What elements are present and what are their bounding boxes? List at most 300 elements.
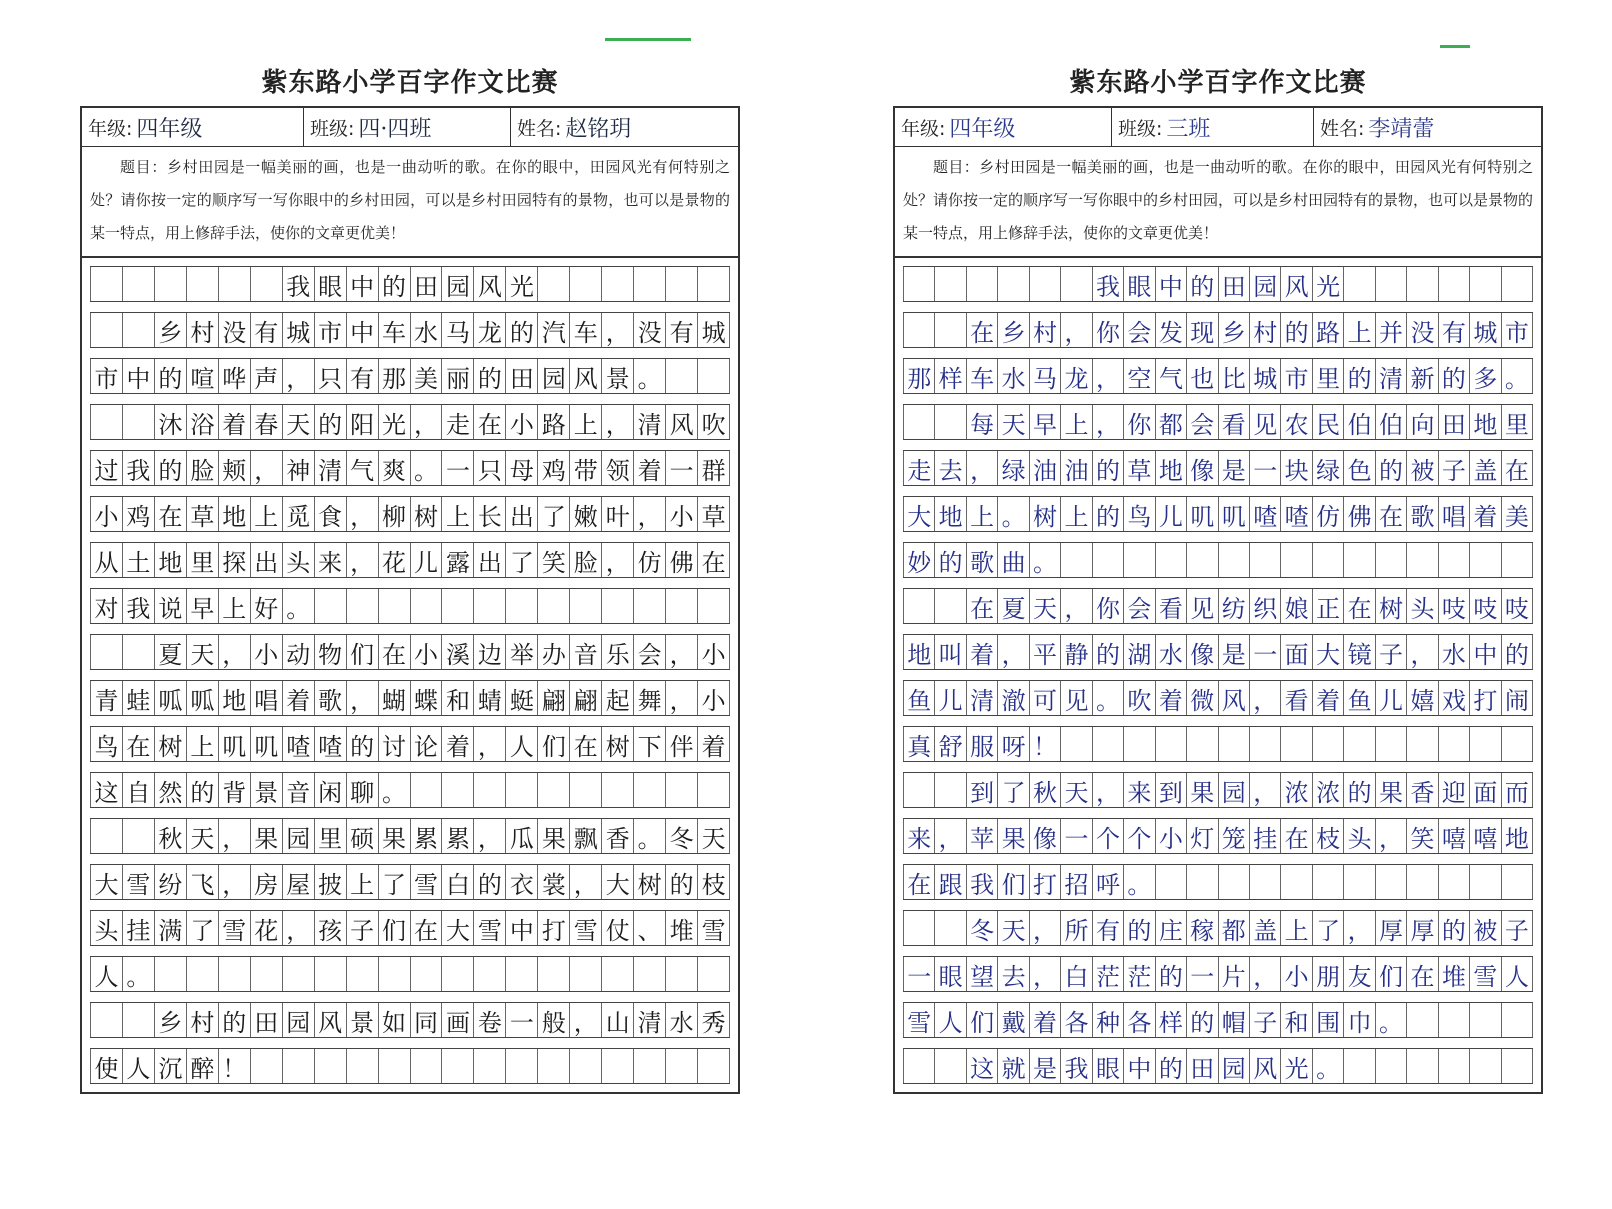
- grid-cell: 儿: [1155, 497, 1186, 531]
- grid-cell: [537, 957, 569, 991]
- grid-cell: [633, 957, 665, 991]
- grid-cell: [903, 773, 934, 807]
- grid-cell: 们: [378, 911, 410, 945]
- grid-cell: [90, 405, 122, 439]
- grid-cell: 地: [903, 635, 934, 669]
- grid-cell: 在: [1406, 957, 1437, 991]
- grid-cell: 就: [997, 1049, 1028, 1083]
- grid-cell: 地: [1501, 819, 1533, 853]
- grid-cell: 市: [1280, 359, 1311, 393]
- grid-cell: 叽: [1218, 497, 1249, 531]
- grid-cell: 水: [410, 313, 442, 347]
- grid-cell: 这: [90, 773, 122, 807]
- grid-cell: [1092, 543, 1123, 577]
- grid-cell: 纷: [154, 865, 186, 899]
- grid-cell: 大: [1312, 635, 1343, 669]
- grid-cell: 比: [1218, 359, 1249, 393]
- grid-cell: 香: [601, 819, 633, 853]
- grid-cell: [1155, 727, 1186, 761]
- grid-cell: 小: [697, 681, 730, 715]
- grid-cell: 田: [250, 1003, 282, 1037]
- grid-cell: 儿: [934, 681, 965, 715]
- grid-cell: 秋: [1029, 773, 1060, 807]
- grid-cell: 沐: [154, 405, 186, 439]
- grid-row: [903, 634, 1533, 670]
- grid-row: [903, 542, 1533, 578]
- grid-cell: 块: [1280, 451, 1311, 485]
- grid-cell: 神: [282, 451, 314, 485]
- grid-cell: 你: [1123, 405, 1154, 439]
- grid-cell: 。: [1123, 865, 1154, 899]
- grid-cell: 。: [633, 359, 665, 393]
- grid-cell: ，: [1029, 957, 1060, 991]
- grid-cell: 乡: [1218, 313, 1249, 347]
- grid-cell: 上: [569, 405, 601, 439]
- row-gap: [903, 348, 1533, 358]
- grid-cell: ，: [1092, 359, 1123, 393]
- grid-row: [90, 542, 730, 578]
- grid-cell: 一: [1060, 819, 1091, 853]
- grid-cell: 城: [1469, 313, 1500, 347]
- grid-cell: 花: [250, 911, 282, 945]
- grid-cell: 雪: [569, 911, 601, 945]
- green-mark: [605, 38, 691, 41]
- grid-cell: 路: [1312, 313, 1343, 347]
- grid-cell: 打: [1469, 681, 1500, 715]
- grid-cell: 然: [154, 773, 186, 807]
- grid-cell: ，: [1406, 635, 1437, 669]
- grid-cell: 背: [218, 773, 250, 807]
- grid-cell: 。: [1312, 1049, 1343, 1083]
- grid-cell: ，: [1092, 773, 1123, 807]
- grid-cell: 农: [1280, 405, 1311, 439]
- grid-row: [903, 450, 1533, 486]
- grid-cell: 天: [997, 405, 1028, 439]
- grid-cell: [1249, 543, 1280, 577]
- grid-cell: 呱: [154, 681, 186, 715]
- grid-cell: ，: [218, 635, 250, 669]
- grid-cell: 我: [966, 865, 997, 899]
- grid-cell: 向: [1406, 405, 1437, 439]
- grid-cell: 物: [314, 635, 346, 669]
- grid-cell: 。: [633, 819, 665, 853]
- grid-row: [90, 266, 730, 302]
- grid-cell: 见: [1186, 589, 1217, 623]
- grid-cell: 一: [505, 1003, 537, 1037]
- grid-cell: 像: [1186, 451, 1217, 485]
- grid-cell: 了: [186, 911, 218, 945]
- grid-cell: [1469, 267, 1500, 301]
- grid-cell: 累: [410, 819, 442, 853]
- grid-cell: 光: [1312, 267, 1343, 301]
- grid-cell: 各: [1123, 1003, 1154, 1037]
- grid-cell: 见: [1249, 405, 1280, 439]
- grid-cell: [218, 957, 250, 991]
- grid-cell: 鸟: [1123, 497, 1154, 531]
- grid-cell: 有: [665, 313, 697, 347]
- grid-cell: 卷: [473, 1003, 505, 1037]
- grid-cell: 挂: [1249, 819, 1280, 853]
- grid-cell: 园: [1218, 1049, 1249, 1083]
- grid-cell: [997, 267, 1028, 301]
- grid-cell: [90, 635, 122, 669]
- grid-cell: 的: [1155, 1049, 1186, 1083]
- row-gap: [90, 486, 730, 496]
- grid-cell: 清: [966, 681, 997, 715]
- grid-cell: 走: [441, 405, 473, 439]
- grid-cell: 看: [1155, 589, 1186, 623]
- grid-cell: 景: [601, 359, 633, 393]
- grid-cell: [218, 267, 250, 301]
- grid-cell: 在: [1375, 497, 1406, 531]
- grid-cell: [154, 267, 186, 301]
- grid-cell: [1343, 267, 1374, 301]
- grid-cell: 片: [1218, 957, 1249, 991]
- grid-cell: 。: [1375, 1003, 1406, 1037]
- grid-cell: 有: [250, 313, 282, 347]
- grid-cell: 妙: [903, 543, 934, 577]
- grid-cell: 起: [601, 681, 633, 715]
- grid-row: [903, 864, 1533, 900]
- grid-cell: [934, 267, 965, 301]
- grid-cell: [697, 1049, 730, 1083]
- grid-cell: 说: [154, 589, 186, 623]
- grid-cell: [1123, 543, 1154, 577]
- grid-cell: 乐: [601, 635, 633, 669]
- grid-cell: 那: [903, 359, 934, 393]
- grid-cell: [537, 773, 569, 807]
- grid-cell: 地: [154, 543, 186, 577]
- grid-cell: 美: [1501, 497, 1533, 531]
- grid-row: [903, 312, 1533, 348]
- grid-cell: 自: [122, 773, 154, 807]
- grid-cell: 并: [1375, 313, 1406, 347]
- grid-cell: 在: [1280, 819, 1311, 853]
- grid-cell: 湖: [1123, 635, 1154, 669]
- grid-cell: [250, 267, 282, 301]
- grid-cell: 来: [1123, 773, 1154, 807]
- grid-cell: 朋: [1312, 957, 1343, 991]
- grid-cell: 的: [934, 543, 965, 577]
- grid-cell: 园: [537, 359, 569, 393]
- name-value: 赵铭玥: [565, 116, 632, 142]
- grid-cell: 水: [1438, 635, 1469, 669]
- essay-sheet-right: [893, 60, 1543, 1094]
- grid-cell: 中: [1123, 1049, 1154, 1083]
- grid-cell: 的: [1438, 359, 1469, 393]
- grid-cell: 雪: [697, 911, 730, 945]
- row-gap: [90, 946, 730, 956]
- writing-grid-frame: [893, 256, 1543, 1094]
- grid-cell: 的: [665, 865, 697, 899]
- grid-cell: 一: [1186, 957, 1217, 991]
- grid-cell: [122, 313, 154, 347]
- grid-cell: 村: [1249, 313, 1280, 347]
- grid-cell: 衣: [505, 865, 537, 899]
- grid-cell: 着: [1469, 497, 1500, 531]
- grid-cell: [903, 267, 934, 301]
- grid-cell: 呀: [997, 727, 1028, 761]
- grid-cell: 多: [1469, 359, 1500, 393]
- grid-cell: [1123, 727, 1154, 761]
- grid-cell: 小: [1280, 957, 1311, 991]
- grid-cell: 头: [1343, 819, 1374, 853]
- grid-cell: 样: [934, 359, 965, 393]
- grid-cell: 一: [441, 451, 473, 485]
- grid-cell: 的: [218, 1003, 250, 1037]
- grid-cell: 那: [378, 359, 410, 393]
- grid-cell: 空: [1123, 359, 1154, 393]
- grid-cell: 青: [90, 681, 122, 715]
- grid-cell: 风: [314, 1003, 346, 1037]
- grid-cell: 真: [903, 727, 934, 761]
- grid-cell: 厚: [1375, 911, 1406, 945]
- grid-cell: [441, 589, 473, 623]
- grid-cell: 上: [186, 727, 218, 761]
- grid-cell: ，: [410, 405, 442, 439]
- grid-cell: [473, 1049, 505, 1083]
- grid-cell: 风: [473, 267, 505, 301]
- grid-cell: 会: [633, 635, 665, 669]
- grid-cell: 茫: [1123, 957, 1154, 991]
- grid-cell: [601, 267, 633, 301]
- grid-cell: 的: [1186, 1003, 1217, 1037]
- grid-cell: 声: [250, 359, 282, 393]
- grid-cell: 夏: [154, 635, 186, 669]
- grid-cell: 柳: [378, 497, 410, 531]
- grid-cell: 累: [441, 819, 473, 853]
- grid-cell: 果: [537, 819, 569, 853]
- grid-cell: [90, 313, 122, 347]
- grid-cell: 而: [1501, 773, 1533, 807]
- grid-cell: 树: [1375, 589, 1406, 623]
- grid-cell: ，: [218, 819, 250, 853]
- grid-cell: 头: [1406, 589, 1437, 623]
- grid-row: [90, 404, 730, 440]
- grid-cell: 的: [186, 773, 218, 807]
- grid-cell: 们: [997, 865, 1028, 899]
- grid-cell: [601, 1049, 633, 1083]
- grid-row: [903, 1002, 1533, 1038]
- grid-cell: 音: [569, 635, 601, 669]
- grid-cell: 园: [282, 819, 314, 853]
- grid-cell: 在: [122, 727, 154, 761]
- grid-cell: ，: [1029, 911, 1060, 945]
- grid-cell: 唱: [1438, 497, 1469, 531]
- grid-cell: 嬉: [1406, 681, 1437, 715]
- grid-cell: 大: [601, 865, 633, 899]
- row-gap: [903, 302, 1533, 312]
- grid-cell: [250, 1049, 282, 1083]
- grid-cell: 食: [314, 497, 346, 531]
- grid-cell: ！: [1029, 727, 1060, 761]
- grid-cell: [122, 1003, 154, 1037]
- grid-cell: 使: [90, 1049, 122, 1083]
- grid-cell: 有: [1438, 313, 1469, 347]
- grid-cell: [122, 635, 154, 669]
- grid-cell: 中: [1155, 267, 1186, 301]
- grid-cell: 的: [473, 865, 505, 899]
- grid-cell: 的: [1343, 359, 1374, 393]
- grid-cell: 城: [697, 313, 730, 347]
- grid-cell: 了: [1312, 911, 1343, 945]
- grid-cell: 小: [90, 497, 122, 531]
- grid-cell: ，: [601, 313, 633, 347]
- grid-cell: 在: [903, 865, 934, 899]
- grid-cell: [665, 267, 697, 301]
- grid-cell: 个: [1092, 819, 1123, 853]
- grid-cell: [90, 1003, 122, 1037]
- grid-cell: [1060, 727, 1091, 761]
- grid-cell: 仿: [633, 543, 665, 577]
- grid-cell: [1375, 727, 1406, 761]
- grid-cell: 的: [1501, 635, 1533, 669]
- grid-cell: 果: [1186, 773, 1217, 807]
- grid-cell: 乡: [154, 313, 186, 347]
- grid-cell: 个: [1123, 819, 1154, 853]
- grid-cell: 飘: [569, 819, 601, 853]
- grid-cell: [1501, 1003, 1533, 1037]
- grid-cell: 蝴: [378, 681, 410, 715]
- grid-cell: 过: [90, 451, 122, 485]
- grid-cell: 舞: [633, 681, 665, 715]
- row-gap: [903, 486, 1533, 496]
- grid-cell: 早: [186, 589, 218, 623]
- grid-cell: 车: [378, 313, 410, 347]
- green-mark: [1440, 45, 1470, 48]
- grid-cell: 。: [122, 957, 154, 991]
- grid-cell: 眼: [1092, 1049, 1123, 1083]
- grid-cell: [537, 589, 569, 623]
- grid-cell: 白: [1060, 957, 1091, 991]
- grid-cell: 儿: [1375, 681, 1406, 715]
- grid-cell: 出: [250, 543, 282, 577]
- grid-cell: [934, 911, 965, 945]
- grade-label: 年级:: [88, 117, 133, 140]
- grid-cell: [601, 957, 633, 991]
- grid-row: [90, 1002, 730, 1038]
- grid-cell: 油: [1060, 451, 1091, 485]
- grid-row: [90, 680, 730, 716]
- grid-cell: ，: [1249, 957, 1280, 991]
- grid-cell: 小: [410, 635, 442, 669]
- grid-cell: 正: [1312, 589, 1343, 623]
- grid-cell: 人: [934, 1003, 965, 1037]
- grid-cell: [473, 773, 505, 807]
- grid-cell: 一: [903, 957, 934, 991]
- grid-cell: 探: [218, 543, 250, 577]
- grid-cell: [1406, 727, 1437, 761]
- info-row: [895, 108, 1541, 147]
- grid-cell: 头: [282, 543, 314, 577]
- grid-cell: [410, 1049, 442, 1083]
- grid-cell: 鸟: [90, 727, 122, 761]
- grid-cell: 子: [1438, 451, 1469, 485]
- sheet-header: [893, 106, 1543, 256]
- row-gap: [90, 716, 730, 726]
- grid-cell: 鸡: [122, 497, 154, 531]
- grid-cell: 浓: [1312, 773, 1343, 807]
- grid-row: [90, 1048, 730, 1084]
- grid-cell: 汽: [537, 313, 569, 347]
- grid-row: [903, 404, 1533, 440]
- grid-cell: 露: [441, 543, 473, 577]
- grid-cell: 、: [633, 911, 665, 945]
- grid-cell: [1155, 865, 1186, 899]
- grid-cell: 的: [1375, 451, 1406, 485]
- grid-cell: 人: [505, 727, 537, 761]
- grid-cell: 围: [1312, 1003, 1343, 1037]
- grid-cell: 的: [1092, 497, 1123, 531]
- grid-row: [90, 358, 730, 394]
- grid-row: [90, 312, 730, 348]
- grid-cell: 吹: [1123, 681, 1154, 715]
- grid-cell: 哗: [218, 359, 250, 393]
- writing-grid: [903, 266, 1533, 1084]
- grid-cell: 城: [1249, 359, 1280, 393]
- grid-cell: 地: [218, 681, 250, 715]
- grid-cell: [90, 819, 122, 853]
- grid-cell: 帽: [1218, 1003, 1249, 1037]
- grid-cell: 香: [1406, 773, 1437, 807]
- grid-cell: 。: [1092, 681, 1123, 715]
- grid-cell: 巾: [1343, 1003, 1374, 1037]
- grid-cell: 跟: [934, 865, 965, 899]
- grid-cell: [1155, 543, 1186, 577]
- info-row: [82, 108, 738, 147]
- grid-cell: 绿: [1312, 451, 1343, 485]
- grid-cell: 脸: [186, 451, 218, 485]
- grid-cell: [934, 1049, 965, 1083]
- grid-cell: 田: [1438, 405, 1469, 439]
- grid-cell: 雪: [218, 911, 250, 945]
- grid-cell: 着: [1029, 1003, 1060, 1037]
- grid-cell: 枝: [1312, 819, 1343, 853]
- grid-cell: 同: [410, 1003, 442, 1037]
- grid-cell: 和: [1280, 1003, 1311, 1037]
- grid-cell: [473, 589, 505, 623]
- grid-cell: 上: [346, 865, 378, 899]
- grid-cell: 着: [218, 405, 250, 439]
- grid-cell: [903, 313, 934, 347]
- grid-cell: [1501, 543, 1533, 577]
- grid-cell: 眼: [314, 267, 346, 301]
- grid-cell: [903, 589, 934, 623]
- grid-cell: 吱: [1438, 589, 1469, 623]
- grid-row: [90, 450, 730, 486]
- name-label: 姓名:: [1320, 117, 1365, 140]
- grid-cell: [1186, 865, 1217, 899]
- grid-cell: 天: [1029, 589, 1060, 623]
- grid-cell: 蜻: [473, 681, 505, 715]
- grid-cell: 苹: [966, 819, 997, 853]
- grid-cell: [1406, 865, 1437, 899]
- grid-cell: 冬: [966, 911, 997, 945]
- grid-cell: 一: [1249, 451, 1280, 485]
- grid-cell: 堆: [665, 911, 697, 945]
- grid-row: [90, 496, 730, 532]
- grid-row: [90, 956, 730, 992]
- grid-row: [90, 864, 730, 900]
- grid-cell: 舒: [934, 727, 965, 761]
- grid-cell: 的: [1155, 957, 1186, 991]
- grid-cell: 乡: [997, 313, 1028, 347]
- grid-cell: 被: [1469, 911, 1500, 945]
- grid-cell: [665, 957, 697, 991]
- grid-cell: 唱: [250, 681, 282, 715]
- grid-cell: 叽: [218, 727, 250, 761]
- grid-cell: 被: [1406, 451, 1437, 485]
